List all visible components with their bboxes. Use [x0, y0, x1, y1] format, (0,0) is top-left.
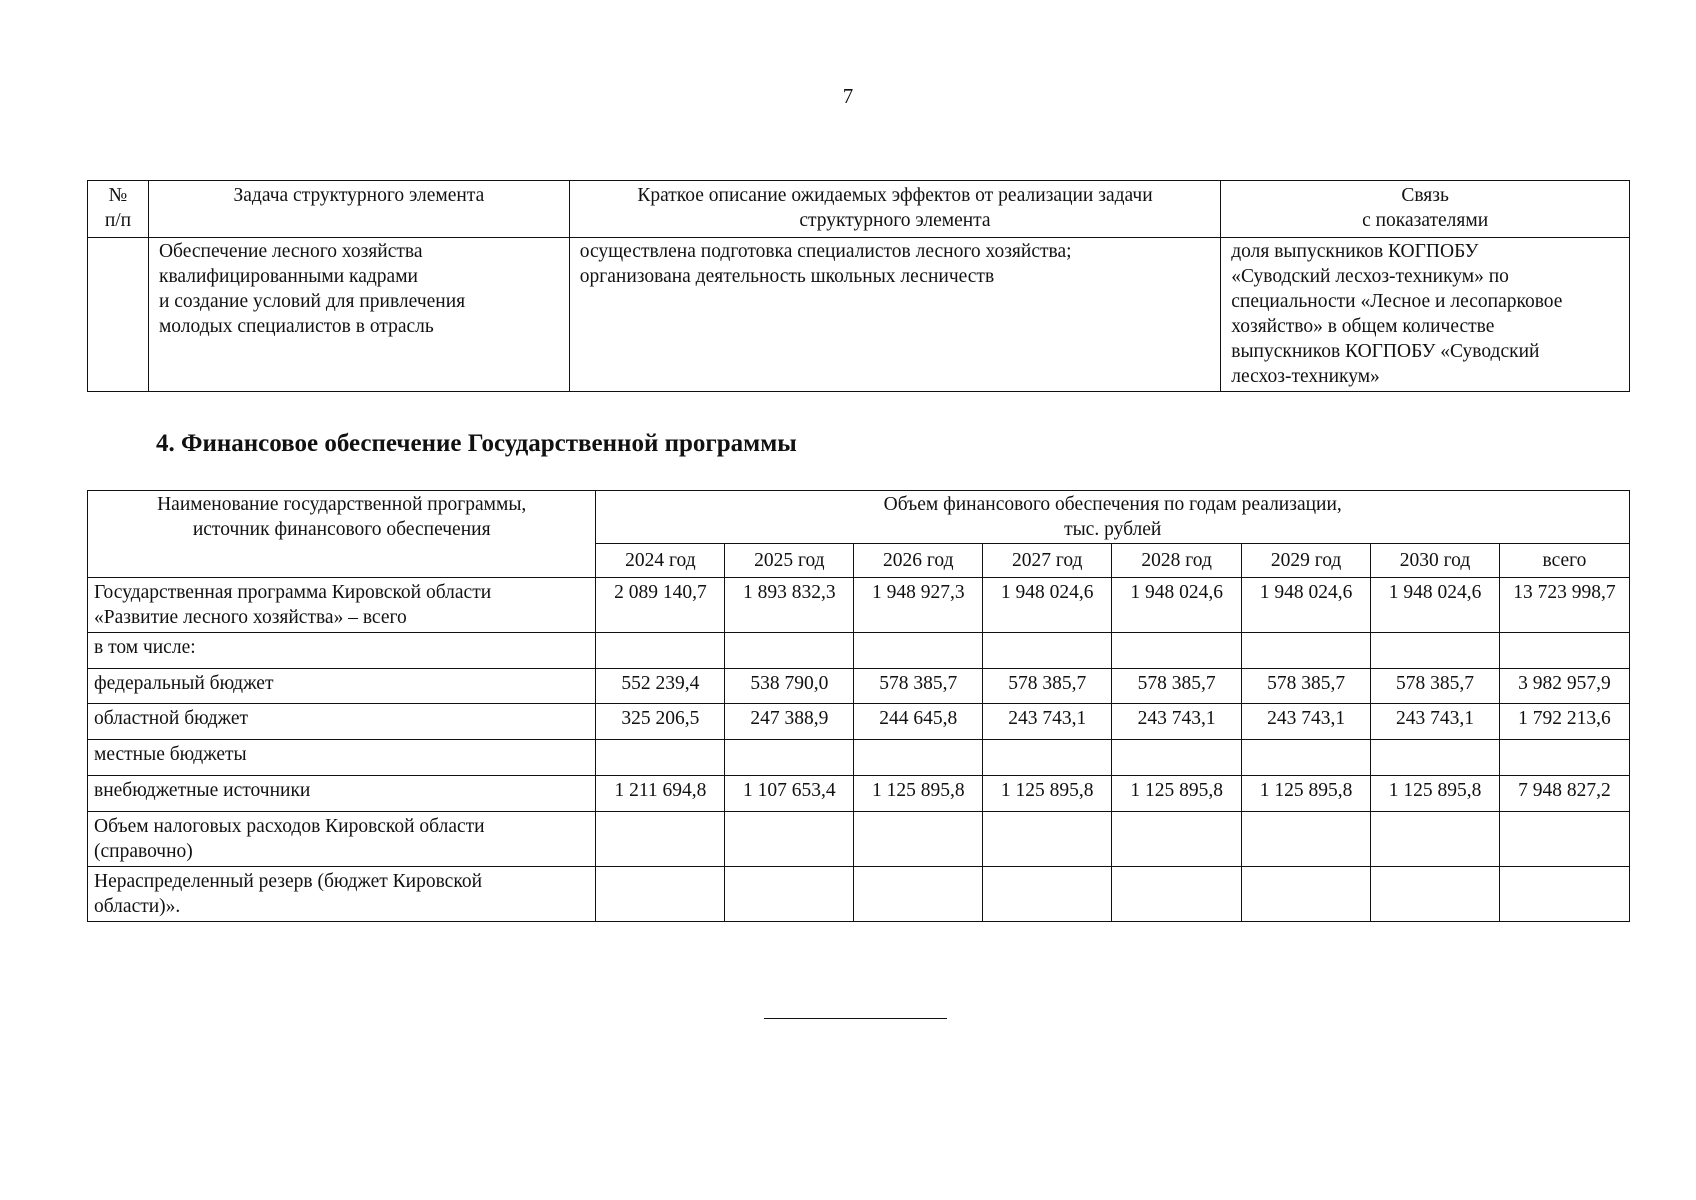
finance-value-cell — [854, 740, 983, 776]
finance-value-cell: 1 948 927,3 — [854, 578, 983, 633]
finance-value-cell — [1242, 633, 1371, 669]
finance-value-cell: 578 385,7 — [1112, 669, 1242, 704]
finance-value-cell — [1112, 633, 1242, 669]
finance-value-cell — [1242, 740, 1371, 776]
finance-value-cell: 552 239,4 — [596, 669, 725, 704]
finance-value-cell — [1112, 740, 1242, 776]
tasks-header-effects: Краткое описание ожидаемых эффектов от реализации задачи структурного элемента — [569, 181, 1220, 238]
finance-value-cell: 1 125 895,8 — [1112, 776, 1242, 812]
finance-value-cell: 244 645,8 — [854, 704, 983, 740]
finance-row-label: Нераспределенный резерв (бюджет Кировской области)». — [88, 867, 596, 922]
finance-year-header: 2029 год — [1242, 544, 1371, 578]
finance-value-cell: 247 388,9 — [725, 704, 854, 740]
tasks-row — [88, 238, 1630, 392]
finance-value-cell: 1 948 024,6 — [1371, 578, 1500, 633]
finance-value-cell: 538 790,0 — [725, 669, 854, 704]
finance-row-label: Объем налоговых расходов Кировской области (справочно) — [88, 812, 596, 867]
tasks-cell-effects: осуществлена подготовка специалистов лесного хозяйства; организована деятельность школьных лесничеств — [569, 238, 1220, 392]
finance-value-cell: 1 948 024,6 — [983, 578, 1112, 633]
finance-value-cell: 1 948 024,6 — [1112, 578, 1242, 633]
finance-row-label: в том числе: — [88, 633, 596, 669]
finance-row — [88, 704, 1630, 740]
finance-value-cell — [854, 812, 983, 867]
finance-value-cell — [983, 812, 1112, 867]
finance-year-header: 2028 год — [1112, 544, 1242, 578]
tasks-cell-indicators: доля выпускников КОГПОБУ «Суводский лесхоз-техникум» по специальности «Лесное и лесопарковое хозяйство» в общем количестве выпускников КОГПОБУ «Суводский лесхоз-техникум» — [1221, 238, 1630, 392]
finance-value-cell: 325 206,5 — [596, 704, 725, 740]
finance-value-cell — [725, 633, 854, 669]
finance-row — [88, 633, 1630, 669]
finance-header-name: Наименование государственной программы, источник финансового обеспечения — [88, 491, 596, 578]
tasks-header-task: Задача структурного элемента — [148, 181, 569, 238]
finance-row-label: внебюджетные источники — [88, 776, 596, 812]
finance-value-cell — [596, 867, 725, 922]
finance-value-cell: 1 893 832,3 — [725, 578, 854, 633]
finance-value-cell: 1 125 895,8 — [983, 776, 1112, 812]
finance-value-cell: 243 743,1 — [983, 704, 1112, 740]
finance-row-label: Государственная программа Кировской области «Развитие лесного хозяйства» – всего — [88, 578, 596, 633]
finance-value-cell: 3 982 957,9 — [1499, 669, 1629, 704]
finance-value-cell — [854, 633, 983, 669]
finance-value-cell — [1112, 812, 1242, 867]
finance-value-cell — [1499, 633, 1629, 669]
finance-row-label: федеральный бюджет — [88, 669, 596, 704]
page-number: 7 — [842, 84, 854, 108]
tasks-cell-task: Обеспечение лесного хозяйства квалифицированными кадрами и создание условий для привлечения молодых специалистов в отрасль — [148, 238, 569, 392]
finance-value-cell — [596, 740, 725, 776]
finance-value-cell — [596, 812, 725, 867]
finance-year-header: 2030 год — [1371, 544, 1500, 578]
finance-row — [88, 812, 1630, 867]
finance-value-cell — [1499, 867, 1629, 922]
finance-table — [87, 490, 1630, 922]
finance-year-header: всего — [1499, 544, 1629, 578]
finance-value-cell: 2 089 140,7 — [596, 578, 725, 633]
finance-value-cell: 578 385,7 — [854, 669, 983, 704]
finance-value-cell — [983, 867, 1112, 922]
finance-value-cell — [1371, 740, 1500, 776]
finance-row-label: областной бюджет — [88, 704, 596, 740]
tasks-cell-num — [88, 238, 149, 392]
finance-value-cell — [983, 633, 1112, 669]
finance-value-cell: 7 948 827,2 — [1499, 776, 1629, 812]
finance-value-cell: 1 211 694,8 — [596, 776, 725, 812]
tasks-header-row — [88, 181, 1630, 238]
finance-header-volume: Объем финансового обеспечения по годам реализации, тыс. рублей — [596, 491, 1630, 544]
end-rule — [764, 1018, 947, 1019]
tasks-header-indicators: Связь с показателями — [1221, 181, 1630, 238]
finance-value-cell — [725, 740, 854, 776]
finance-value-cell — [1371, 812, 1500, 867]
finance-year-header: 2024 год — [596, 544, 725, 578]
finance-value-cell — [1499, 812, 1629, 867]
finance-value-cell — [854, 867, 983, 922]
finance-value-cell: 1 107 653,4 — [725, 776, 854, 812]
finance-value-cell: 243 743,1 — [1242, 704, 1371, 740]
finance-year-header: 2027 год — [983, 544, 1112, 578]
finance-value-cell — [725, 812, 854, 867]
finance-value-cell: 1 125 895,8 — [854, 776, 983, 812]
finance-value-cell — [983, 740, 1112, 776]
finance-value-cell: 578 385,7 — [1242, 669, 1371, 704]
finance-value-cell: 1 125 895,8 — [1242, 776, 1371, 812]
finance-row — [88, 740, 1630, 776]
finance-value-cell: 243 743,1 — [1371, 704, 1500, 740]
finance-value-cell: 578 385,7 — [983, 669, 1112, 704]
finance-row — [88, 867, 1630, 922]
finance-value-cell: 578 385,7 — [1371, 669, 1500, 704]
finance-value-cell: 1 125 895,8 — [1371, 776, 1500, 812]
finance-value-cell — [1499, 740, 1629, 776]
tasks-header-num: № п/п — [88, 181, 149, 238]
finance-year-header: 2025 год — [725, 544, 854, 578]
finance-value-cell — [1242, 812, 1371, 867]
finance-value-cell: 1 948 024,6 — [1242, 578, 1371, 633]
finance-year-header: 2026 год — [854, 544, 983, 578]
finance-value-cell: 1 792 213,6 — [1499, 704, 1629, 740]
finance-value-cell — [1371, 633, 1500, 669]
finance-value-cell — [1371, 867, 1500, 922]
finance-row-label: местные бюджеты — [88, 740, 596, 776]
finance-value-cell — [1112, 867, 1242, 922]
finance-value-cell — [725, 867, 854, 922]
section-title: 4. Финансовое обеспечение Государственной программы — [156, 430, 797, 457]
finance-value-cell — [1242, 867, 1371, 922]
tasks-table — [87, 180, 1630, 392]
finance-row — [88, 669, 1630, 704]
finance-value-cell — [596, 633, 725, 669]
finance-value-cell: 243 743,1 — [1112, 704, 1242, 740]
finance-header-row-1 — [88, 491, 1630, 544]
finance-row — [88, 776, 1630, 812]
finance-row — [88, 578, 1630, 633]
finance-value-cell: 13 723 998,7 — [1499, 578, 1629, 633]
